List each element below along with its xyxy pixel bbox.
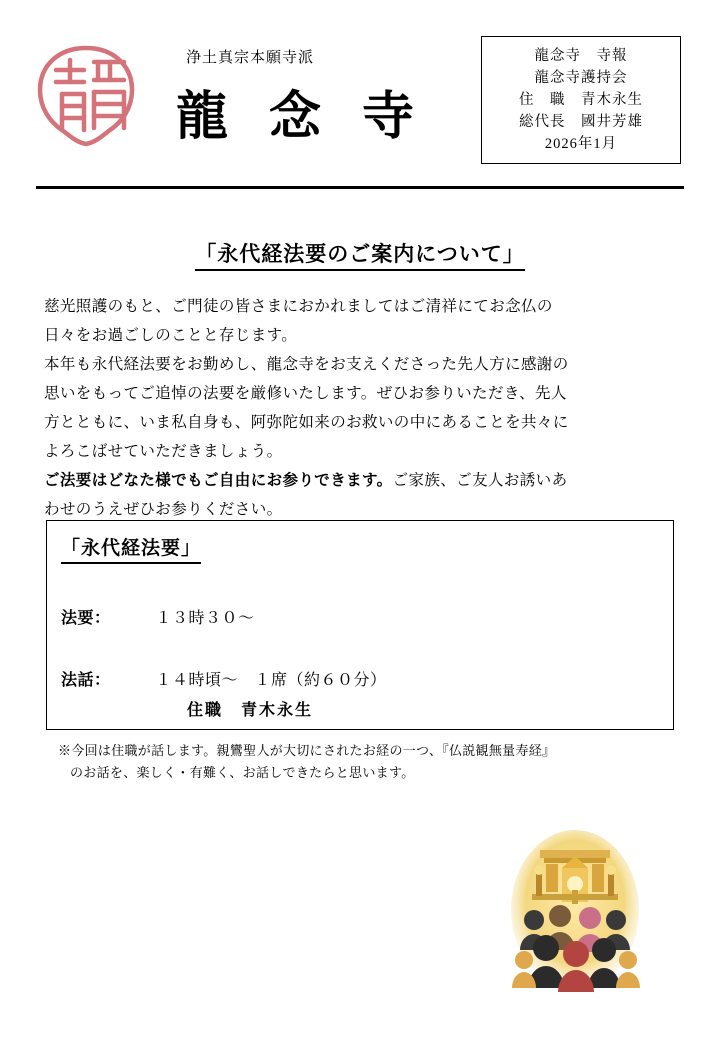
body-line-4: 思いをもってご追悼の法要を厳修いたします。ぜひお参りいただき、先人 xyxy=(44,385,567,402)
header-divider xyxy=(36,186,684,189)
document-header xyxy=(0,0,720,190)
footnote-line-2: のお話を、楽しく・有難く、お話しできたらと思います。 xyxy=(70,765,415,780)
body-line-6: よろこばせていただきましょう。 xyxy=(44,443,283,460)
info-line-4: 総代長 國井芳雄 xyxy=(519,114,643,130)
body-emphasis: ご法要はどなた様でもご自由にお参りできます。 xyxy=(44,472,393,489)
event-details-box xyxy=(46,520,674,730)
footnote-line-1: ※今回は住職が話します。親鸞聖人が大切にされたお経の一つ、『仏説観無量寿経』 xyxy=(58,743,556,758)
body-line-7 xyxy=(44,466,684,495)
info-line-3: 住 職 青木永生 xyxy=(519,92,643,108)
event-row-talk xyxy=(61,667,387,690)
body-copy xyxy=(44,292,684,524)
sect-name: 浄土真宗本願寺派 xyxy=(186,50,315,66)
event-row-service-value: １３時３０〜 xyxy=(139,610,255,627)
event-row-service xyxy=(61,605,255,628)
event-row-talk-value: １４時頃〜 １席（約６０分） xyxy=(139,672,387,689)
body-line-7-tail: ご家族、ご友人お誘いあ xyxy=(392,472,568,489)
info-line-5: 2026年1月 xyxy=(544,136,618,152)
event-row-talk-label: 法話： xyxy=(61,672,111,689)
event-heading: 「永代経法要」 xyxy=(61,533,201,564)
body-line-8: わせのうえぜひお参りください。 xyxy=(44,501,283,518)
masthead-info-box xyxy=(481,36,681,164)
event-speaker: 住職 青木永生 xyxy=(187,702,314,719)
page-title-text: 「永代経法要のご案内について」 xyxy=(195,242,525,271)
temple-logo-icon xyxy=(32,42,140,150)
footnote xyxy=(58,740,678,784)
body-line-3: 本年も永代経法要をお勤めし、龍念寺をお支えくださった先人方に感謝の xyxy=(44,356,569,373)
congregation-illustration-icon xyxy=(488,828,662,996)
event-row-service-label: 法要： xyxy=(61,610,111,627)
info-line-1: 龍念寺 寺報 xyxy=(534,48,628,64)
temple-name: 龍 念 寺 xyxy=(176,89,429,146)
body-line-2: 日々をお過ごしのことと存じます。 xyxy=(44,327,298,344)
body-line-1: 慈光照護のもと、ご門徒の皆さまにおかれましてはご清祥にてお念仏の xyxy=(44,298,553,315)
body-line-5: 方とともに、いま私自身も、阿弥陀如来のお救いの中にあることを共々に xyxy=(44,414,569,431)
info-line-2: 龍念寺護持会 xyxy=(534,70,628,86)
page-title xyxy=(0,238,720,268)
